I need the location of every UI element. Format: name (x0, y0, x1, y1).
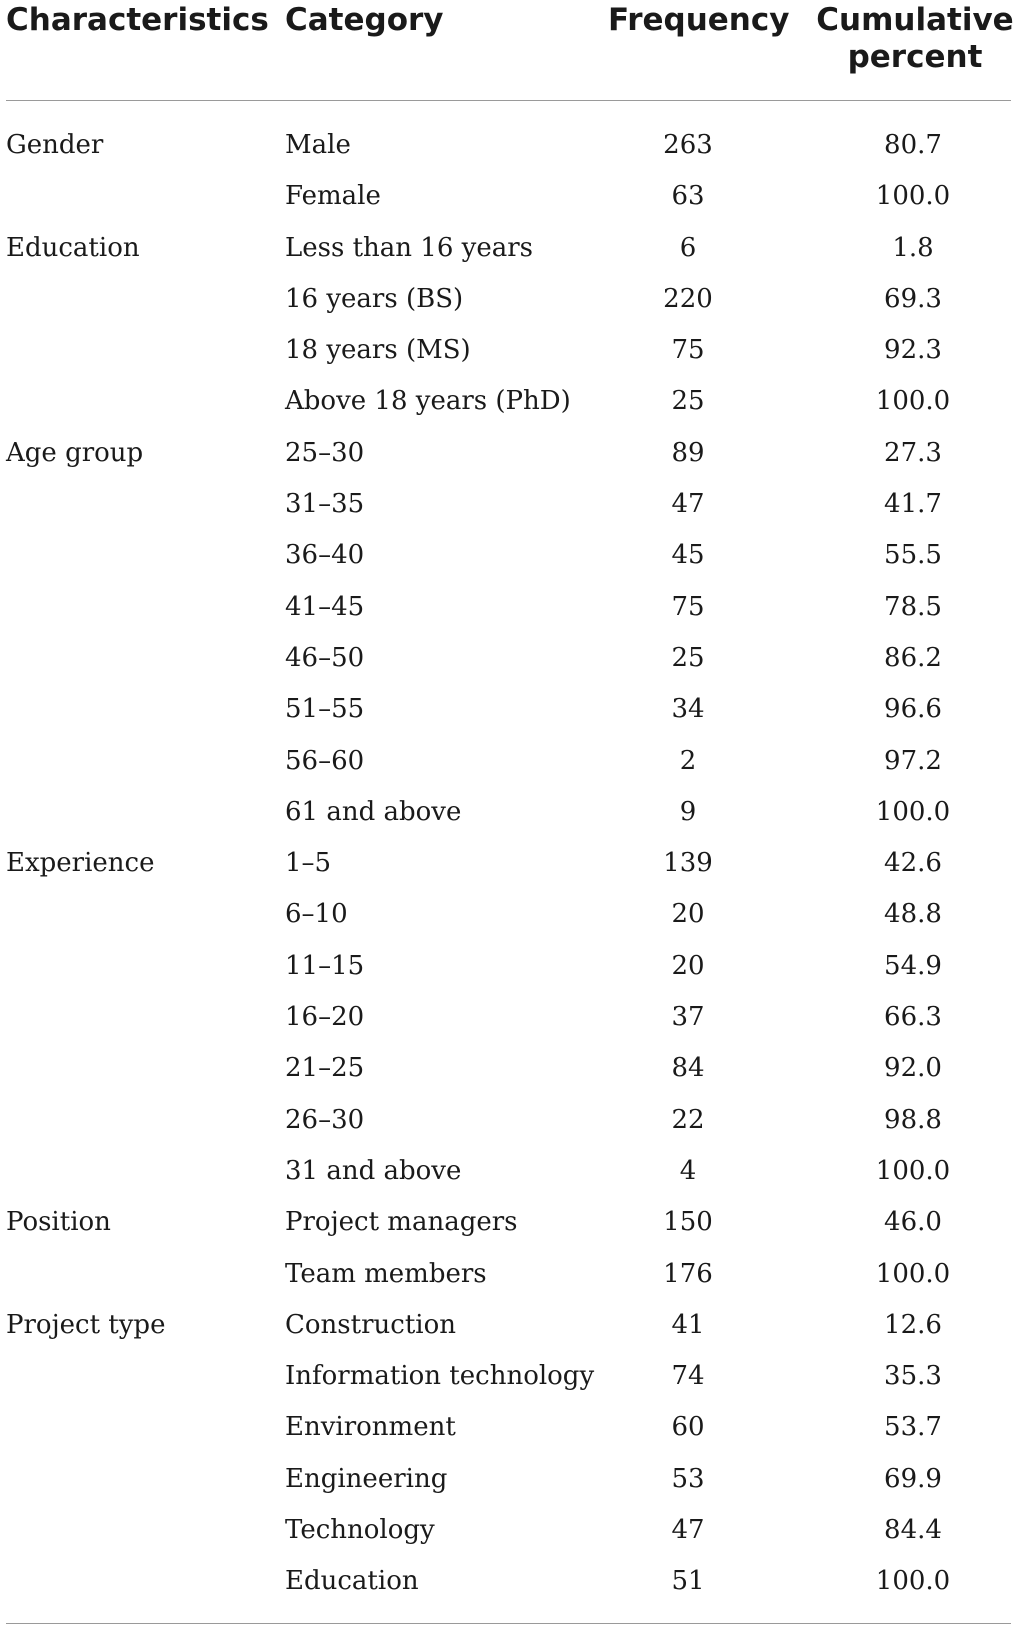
category-cell: Engineering (285, 1463, 448, 1494)
frequency-cell: 60 (671, 1412, 705, 1443)
frequency-cell: 9 (679, 796, 697, 827)
category-cell: 61 and above (285, 796, 462, 827)
frequency-cell: 150 (663, 1207, 713, 1238)
category-cell: Construction (285, 1309, 456, 1340)
table-row (0, 479, 1017, 530)
table-row (0, 530, 1017, 581)
category-cell: 18 years (MS) (285, 335, 471, 366)
table-row (0, 992, 1017, 1043)
category-cell: Environment (285, 1412, 456, 1443)
frequency-cell: 263 (663, 130, 713, 160)
frequency-cell: 20 (671, 899, 705, 930)
category-cell: Female (285, 181, 381, 212)
frequency-cell: 47 (671, 1515, 705, 1546)
cumulative-percent-cell: 92.3 (884, 335, 942, 366)
frequency-cell: 53 (671, 1463, 705, 1494)
cumulative-percent-cell: 42.6 (884, 848, 942, 879)
characteristic-cell: Age group (6, 437, 144, 468)
category-cell: 46–50 (285, 642, 365, 673)
category-cell: 31 and above (285, 1155, 462, 1186)
cumulative-percent-cell: 35.3 (884, 1361, 942, 1392)
category-cell: 31–35 (285, 489, 365, 520)
cumulative-percent-cell: 97.2 (884, 745, 942, 776)
table-row (0, 736, 1017, 787)
table-row (0, 838, 1017, 889)
table-row (0, 376, 1017, 427)
frequency-cell: 74 (671, 1361, 705, 1392)
category-cell: 51–55 (285, 694, 365, 725)
table-row (0, 582, 1017, 633)
category-cell: Above 18 years (PhD) (285, 386, 571, 417)
cumulative-percent-cell: 69.3 (884, 283, 942, 314)
cumulative-percent-cell: 27.3 (884, 437, 942, 468)
characteristic-cell: Position (6, 1207, 111, 1238)
frequency-cell: 47 (671, 489, 705, 520)
category-cell: Male (285, 130, 351, 160)
table-row (0, 171, 1017, 222)
table-row (0, 684, 1017, 735)
header-characteristics: Characteristics (6, 2, 269, 38)
header-cumulative-percent (815, 2, 1015, 76)
category-cell: 25–30 (285, 437, 365, 468)
category-cell: 16–20 (285, 1002, 365, 1033)
table-row (0, 1351, 1017, 1402)
table-row (0, 889, 1017, 940)
frequency-cell: 25 (671, 642, 705, 673)
cumulative-percent-cell: 78.5 (884, 591, 942, 622)
cumulative-percent-cell: 41.7 (884, 489, 942, 520)
table-row (0, 787, 1017, 838)
characteristic-cell: Experience (6, 848, 155, 879)
table-row (0, 941, 1017, 992)
frequency-cell: 220 (663, 283, 713, 314)
cumulative-percent-cell: 96.6 (884, 694, 942, 725)
cumulative-percent-cell: 46.0 (884, 1207, 942, 1238)
cumulative-percent-cell: 84.4 (884, 1515, 942, 1546)
category-cell: 41–45 (285, 591, 365, 622)
characteristic-cell: Project type (6, 1309, 166, 1340)
cumulative-percent-cell: 12.6 (884, 1309, 942, 1340)
cumulative-percent-cell: 53.7 (884, 1412, 942, 1443)
table-row (0, 1197, 1017, 1248)
cumulative-percent-cell: 54.9 (884, 950, 942, 981)
table-row (0, 1454, 1017, 1505)
cumulative-percent-cell: 100.0 (875, 1155, 951, 1186)
table-row (0, 274, 1017, 325)
table-row (0, 223, 1017, 274)
characteristic-cell: Gender (6, 130, 104, 160)
table-row (0, 1402, 1017, 1453)
table-row (0, 1505, 1017, 1556)
cumulative-percent-cell: 48.8 (884, 899, 942, 930)
cumulative-percent-cell: 100.0 (875, 1258, 951, 1289)
frequency-cell: 41 (671, 1309, 705, 1340)
category-cell: 16 years (BS) (285, 283, 464, 314)
table-row (0, 1095, 1017, 1146)
table-row (0, 428, 1017, 479)
frequency-cell: 2 (679, 745, 697, 776)
category-cell: 56–60 (285, 745, 365, 776)
frequency-cell: 22 (671, 1104, 705, 1135)
cumulative-percent-cell: 100.0 (875, 796, 951, 827)
cumulative-percent-cell: 86.2 (884, 642, 942, 673)
frequency-cell: 84 (671, 1053, 705, 1084)
cumulative-percent-cell: 100.0 (875, 181, 951, 212)
cumulative-percent-cell: 69.9 (884, 1463, 942, 1494)
category-cell: 21–25 (285, 1053, 365, 1084)
table-row (0, 1146, 1017, 1197)
category-cell: Team members (285, 1258, 487, 1289)
table-bottom-rule (6, 1623, 1011, 1624)
header-cumulative-line2: percent (847, 39, 983, 75)
table-row (0, 633, 1017, 684)
cumulative-percent-cell: 100.0 (875, 386, 951, 417)
cumulative-percent-cell: 66.3 (884, 1002, 942, 1033)
category-cell: 36–40 (285, 540, 365, 571)
category-cell: 26–30 (285, 1104, 365, 1135)
category-cell: Information technology (285, 1361, 595, 1392)
category-cell: 1–5 (285, 848, 332, 879)
frequency-cell: 75 (671, 591, 705, 622)
frequency-cell: 75 (671, 335, 705, 366)
frequency-cell: 4 (679, 1155, 697, 1186)
table-row (0, 1556, 1017, 1607)
cumulative-percent-cell: 1.8 (892, 232, 934, 263)
category-cell: Project managers (285, 1207, 518, 1238)
cumulative-percent-cell: 98.8 (884, 1104, 942, 1135)
table-row (0, 120, 1017, 171)
header-cumulative-line1: Cumulative (816, 2, 1014, 38)
header-frequency: Frequency (608, 2, 790, 38)
frequency-cell: 51 (671, 1566, 705, 1597)
category-cell: 6–10 (285, 899, 348, 930)
frequency-cell: 176 (663, 1258, 713, 1289)
category-cell: 11–15 (285, 950, 365, 981)
frequency-cell: 25 (671, 386, 705, 417)
table-row (0, 1300, 1017, 1351)
cumulative-percent-cell: 92.0 (884, 1053, 942, 1084)
cumulative-percent-cell: 55.5 (884, 540, 942, 571)
table-row (0, 1043, 1017, 1094)
category-cell: Technology (285, 1515, 435, 1546)
cumulative-percent-cell: 80.7 (884, 130, 942, 160)
table-row (0, 1249, 1017, 1300)
frequency-cell: 139 (663, 848, 713, 879)
frequency-cell: 37 (671, 1002, 705, 1033)
frequency-cell: 45 (671, 540, 705, 571)
cumulative-percent-cell: 100.0 (875, 1566, 951, 1597)
frequency-cell: 63 (671, 181, 705, 212)
frequency-cell: 34 (671, 694, 705, 725)
table-row (0, 325, 1017, 376)
category-cell: Less than 16 years (285, 232, 534, 263)
frequency-cell: 20 (671, 950, 705, 981)
category-cell: Education (285, 1566, 419, 1597)
header-divider (6, 100, 1011, 101)
header-category: Category (285, 2, 444, 38)
table-body (0, 120, 1017, 1608)
frequency-cell: 6 (679, 232, 697, 263)
characteristic-cell: Education (6, 232, 140, 263)
frequency-cell: 89 (671, 437, 705, 468)
